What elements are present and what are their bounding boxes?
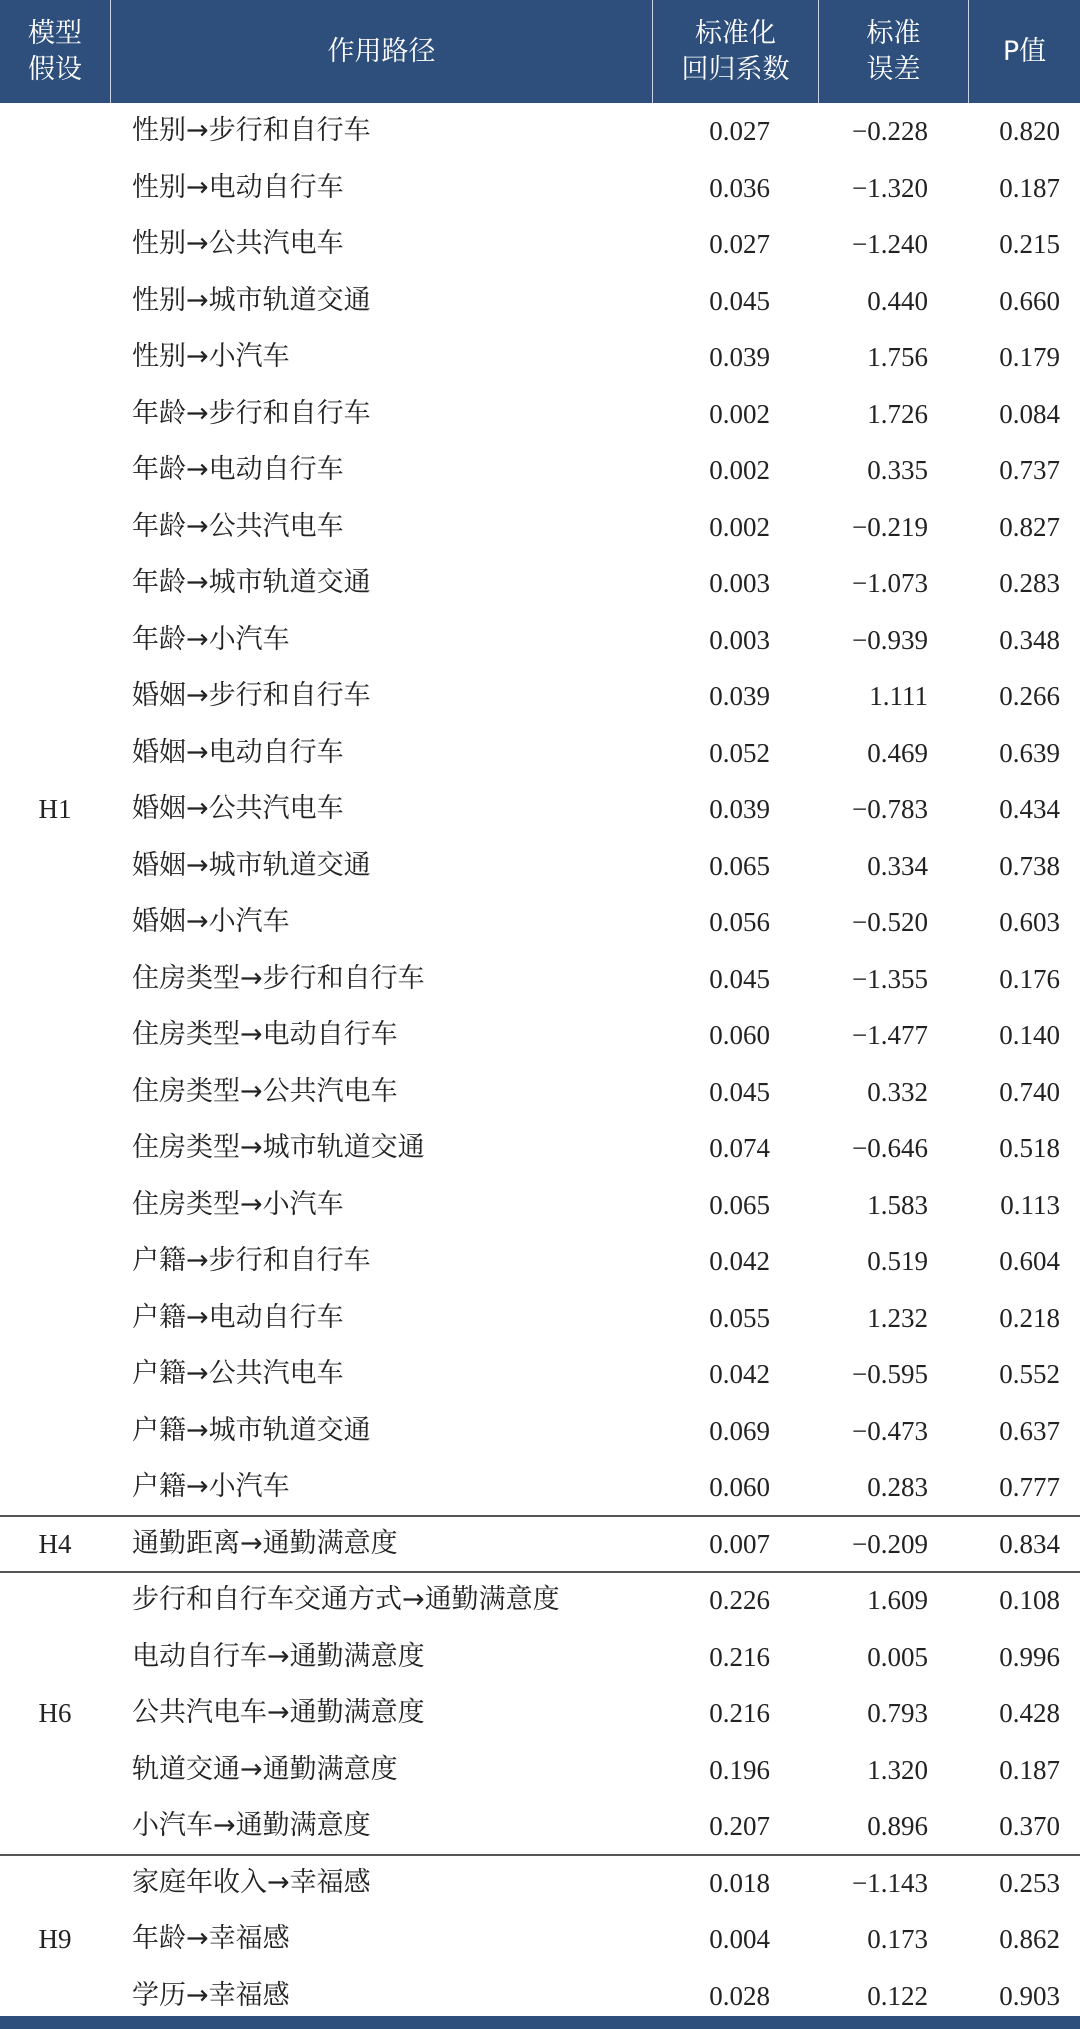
path-cell: 性别→城市轨道交通: [132, 284, 371, 316]
coef-cell: 0.018: [709, 1867, 770, 1898]
path-cell: 家庭年收入→幸福感: [132, 1866, 371, 1898]
se-cell: −0.939: [852, 624, 928, 655]
se-cell: −0.228: [852, 116, 928, 146]
p-value-cell: 0.253: [999, 1867, 1060, 1898]
se-cell: −0.209: [852, 1528, 928, 1559]
table-row: [0, 555, 1080, 612]
coef-cell: 0.039: [709, 342, 770, 372]
coef-cell: 0.039: [709, 681, 770, 711]
se-cell: 0.173: [867, 1924, 928, 1954]
table-row: [0, 499, 1080, 556]
se-cell: 0.332: [867, 1076, 928, 1107]
se-cell: −0.520: [852, 907, 928, 937]
path-cell: 户籍→步行和自行车: [132, 1245, 371, 1276]
se-cell: 0.334: [867, 850, 928, 881]
table-row: [0, 1346, 1080, 1403]
se-cell: −1.355: [852, 963, 928, 994]
path-cell: 公共汽电车→通勤满意度: [132, 1697, 425, 1728]
coef-cell: 0.036: [709, 172, 770, 203]
se-cell: 1.111: [869, 681, 928, 711]
se-cell: 0.122: [867, 1980, 928, 2011]
p-value-cell: 0.637: [999, 1415, 1060, 1446]
p-value-cell: 0.215: [999, 229, 1060, 259]
coef-cell: 0.045: [709, 963, 770, 994]
table-row: [0, 1742, 1080, 1799]
se-cell: 0.440: [867, 285, 928, 316]
path-cell: 年龄→城市轨道交通: [132, 567, 371, 598]
path-cell: 婚姻→城市轨道交通: [132, 849, 371, 881]
row-group: [0, 1516, 1080, 1573]
se-cell: 0.283: [867, 1472, 928, 1502]
coef-cell: 0.028: [709, 1980, 770, 2011]
p-value-cell: 0.738: [999, 850, 1060, 881]
coef-cell: 0.027: [709, 116, 770, 146]
table-row: [0, 612, 1080, 669]
row-group: [0, 103, 1080, 1516]
se-cell: 0.793: [867, 1698, 928, 1728]
coef-cell: 0.207: [709, 1811, 770, 1841]
coef-cell: 0.042: [709, 1359, 770, 1389]
header-p-label: P值: [1002, 35, 1047, 67]
hypothesis-label: H4: [38, 1528, 72, 1559]
path-cell: 户籍→小汽车: [132, 1471, 290, 1502]
header-coef: [653, 0, 818, 103]
p-value-cell: 0.187: [999, 1754, 1060, 1785]
p-value-cell: 0.903: [999, 1980, 1060, 2011]
table-row: [0, 1572, 1080, 1629]
table-row: [0, 1403, 1080, 1460]
coef-cell: 0.002: [709, 455, 770, 485]
coef-cell: 0.065: [709, 850, 770, 881]
p-value-cell: 0.862: [999, 1924, 1060, 1954]
coef-cell: 0.216: [709, 1641, 770, 1672]
coef-cell: 0.045: [709, 1076, 770, 1107]
p-value-cell: 0.176: [999, 963, 1060, 994]
se-cell: 1.726: [867, 398, 928, 429]
table-row: [0, 1120, 1080, 1177]
path-cell: 婚姻→步行和自行车: [132, 680, 371, 711]
se-cell: 1.320: [867, 1754, 928, 1785]
table-header: [0, 0, 1080, 103]
header-se: [819, 0, 968, 103]
coef-cell: 0.052: [709, 737, 770, 768]
se-cell: −0.219: [852, 511, 928, 542]
p-value-cell: 0.740: [999, 1076, 1060, 1107]
se-cell: −0.595: [852, 1359, 928, 1389]
coef-cell: 0.003: [709, 568, 770, 598]
p-value-cell: 0.603: [999, 907, 1060, 937]
path-cell: 户籍→城市轨道交通: [132, 1414, 371, 1446]
se-cell: 1.756: [867, 342, 928, 372]
row-group: [0, 1855, 1080, 2025]
coef-cell: 0.002: [709, 398, 770, 429]
se-cell: −1.240: [852, 229, 928, 259]
path-cell: 性别→电动自行车: [132, 171, 344, 203]
table-row: [0, 329, 1080, 386]
path-cell: 年龄→电动自行车: [132, 454, 344, 485]
p-value-cell: 0.820: [999, 116, 1060, 146]
header-path: [111, 0, 652, 103]
header-model-line1: 模型: [28, 17, 82, 49]
header-coef-line1: 标准化: [695, 17, 776, 49]
coef-cell: 0.196: [709, 1754, 770, 1785]
p-value-cell: 0.434: [999, 794, 1060, 824]
se-cell: −0.473: [852, 1415, 928, 1446]
hypothesis-label: H9: [38, 1923, 72, 1954]
p-value-cell: 0.113: [1000, 1189, 1060, 1220]
header-se-line2: 误差: [866, 53, 921, 85]
p-value-cell: 0.777: [999, 1472, 1060, 1502]
path-cell: 步行和自行车交通方式→通勤满意度: [132, 1584, 560, 1615]
coef-cell: 0.060: [709, 1472, 770, 1502]
se-cell: −1.073: [852, 568, 928, 598]
table-row: [0, 725, 1080, 782]
se-cell: −0.783: [852, 794, 928, 824]
path-cell: 住房类型→步行和自行车: [132, 962, 425, 994]
path-cell: 住房类型→电动自行车: [132, 1019, 398, 1050]
path-cell: 年龄→步行和自行车: [132, 397, 371, 429]
p-value-cell: 0.218: [999, 1302, 1060, 1333]
hypothesis-label: H6: [38, 1698, 72, 1728]
table-row: [0, 1233, 1080, 1290]
table-row: [0, 1685, 1080, 1742]
table-row: [0, 1798, 1080, 1855]
table-row: [0, 894, 1080, 951]
p-value-cell: 0.996: [999, 1641, 1060, 1672]
path-cell: 性别→步行和自行车: [132, 115, 371, 146]
table-row: [0, 1177, 1080, 1234]
p-value-cell: 0.604: [999, 1246, 1060, 1276]
path-cell: 户籍→公共汽电车: [132, 1358, 344, 1389]
path-cell: 婚姻→公共汽电车: [132, 793, 344, 824]
coef-cell: 0.027: [709, 229, 770, 259]
coef-cell: 0.007: [709, 1528, 770, 1559]
se-cell: 0.896: [867, 1811, 928, 1841]
p-value-cell: 0.827: [999, 511, 1060, 542]
path-cell: 户籍→电动自行车: [132, 1301, 344, 1333]
coef-cell: 0.002: [709, 511, 770, 542]
row-group: [0, 1572, 1080, 1855]
table-row: [0, 668, 1080, 725]
p-value-cell: 0.283: [999, 568, 1060, 598]
header-model-line2: 假设: [28, 53, 82, 85]
table-row: [0, 781, 1080, 838]
se-cell: −1.477: [852, 1020, 928, 1050]
se-cell: 0.519: [867, 1246, 928, 1276]
se-cell: 1.232: [867, 1302, 928, 1333]
path-cell: 婚姻→电动自行车: [132, 736, 344, 768]
p-value-cell: 0.660: [999, 285, 1060, 316]
path-cell: 性别→公共汽电车: [132, 228, 344, 259]
table-row: [0, 1516, 1080, 1573]
path-cell: 性别→小汽车: [132, 341, 290, 372]
table-row: [0, 1911, 1080, 1968]
p-value-cell: 0.140: [999, 1020, 1060, 1050]
coef-cell: 0.216: [709, 1698, 770, 1728]
coef-cell: 0.060: [709, 1020, 770, 1050]
table-body: [0, 103, 1080, 2016]
path-cell: 通勤距离→通勤满意度: [132, 1527, 398, 1559]
coef-cell: 0.065: [709, 1189, 770, 1220]
p-value-cell: 0.737: [999, 455, 1060, 485]
table-row: [0, 160, 1080, 217]
header-path-label: 作用路径: [327, 35, 436, 67]
coef-cell: 0.003: [709, 624, 770, 655]
path-cell: 年龄→公共汽电车: [132, 510, 344, 542]
coef-cell: 0.042: [709, 1246, 770, 1276]
path-cell: 电动自行车→通勤满意度: [132, 1640, 425, 1672]
coef-cell: 0.045: [709, 285, 770, 316]
header-coef-line2: 回归系数: [681, 53, 790, 85]
coef-cell: 0.226: [709, 1585, 770, 1615]
p-value-cell: 0.639: [999, 737, 1060, 768]
p-value-cell: 0.518: [999, 1133, 1060, 1163]
coef-cell: 0.004: [709, 1924, 770, 1954]
table-row: [0, 1855, 1080, 1912]
p-value-cell: 0.552: [999, 1359, 1060, 1389]
p-value-cell: 0.266: [999, 681, 1060, 711]
table-row: [0, 103, 1080, 160]
table-row: [0, 1629, 1080, 1686]
table-row: [0, 838, 1080, 895]
p-value-cell: 0.348: [999, 624, 1060, 655]
p-value-cell: 0.179: [999, 342, 1060, 372]
se-cell: 1.583: [867, 1189, 928, 1220]
header-model-hypothesis: [0, 0, 110, 103]
path-cell: 年龄→小汽车: [132, 623, 290, 655]
header-p: [969, 0, 1080, 103]
coef-cell: 0.069: [709, 1415, 770, 1446]
p-value-cell: 0.084: [999, 398, 1060, 429]
p-value-cell: 0.187: [999, 172, 1060, 203]
table-row: [0, 442, 1080, 499]
se-cell: 0.469: [867, 737, 928, 768]
coef-cell: 0.055: [709, 1302, 770, 1333]
p-value-cell: 0.108: [999, 1585, 1060, 1615]
table-row: [0, 951, 1080, 1008]
path-cell: 住房类型→小汽车: [132, 1188, 344, 1220]
table-footer-bar: [0, 2016, 1080, 2029]
p-value-cell: 0.370: [999, 1811, 1060, 1841]
path-cell: 住房类型→城市轨道交通: [132, 1132, 425, 1163]
header-se-line1: 标准: [866, 17, 921, 49]
se-cell: −1.143: [852, 1867, 928, 1898]
se-cell: 0.335: [867, 455, 928, 485]
table-row: [0, 386, 1080, 443]
path-cell: 学历→幸福感: [132, 1979, 290, 2011]
path-cell: 轨道交通→通勤满意度: [132, 1753, 398, 1785]
table-row: [0, 1459, 1080, 1516]
coef-cell: 0.039: [709, 794, 770, 824]
se-cell: 1.609: [867, 1585, 928, 1615]
p-value-cell: 0.428: [999, 1698, 1060, 1728]
path-cell: 住房类型→公共汽电车: [132, 1075, 398, 1107]
table-row: [0, 1290, 1080, 1347]
se-cell: −1.320: [852, 172, 928, 203]
path-cell: 婚姻→小汽车: [132, 906, 290, 937]
se-cell: −0.646: [852, 1133, 928, 1163]
path-cell: 年龄→幸福感: [132, 1923, 290, 1954]
table-row: [0, 273, 1080, 330]
se-cell: 0.005: [867, 1641, 928, 1672]
table-row: [0, 216, 1080, 273]
coef-cell: 0.056: [709, 907, 770, 937]
hypothesis-label: H1: [38, 794, 72, 824]
path-cell: 小汽车→通勤满意度: [132, 1810, 371, 1841]
table-row: [0, 1064, 1080, 1121]
table-row: [0, 1007, 1080, 1064]
p-value-cell: 0.834: [999, 1528, 1060, 1559]
coef-cell: 0.074: [709, 1133, 770, 1163]
